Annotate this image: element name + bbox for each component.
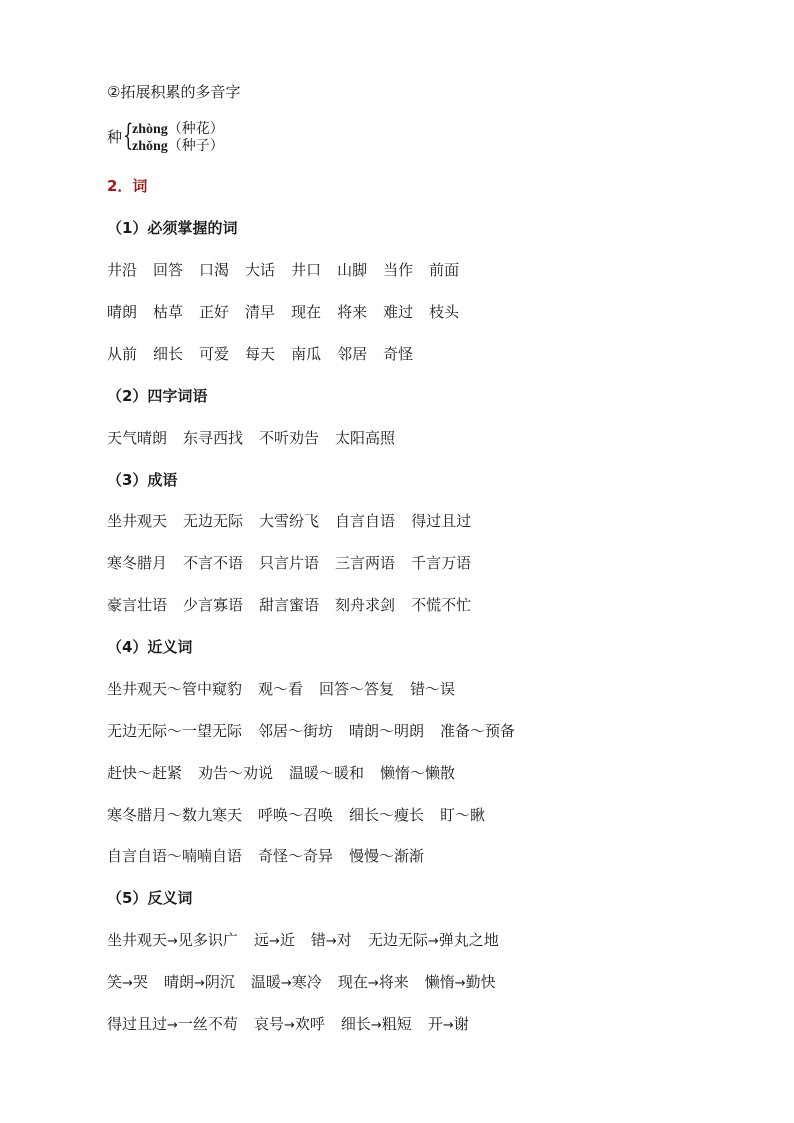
word: 三言两语 <box>335 554 396 572</box>
word: 正好 <box>199 303 230 321</box>
arrow-icon: → <box>454 976 466 991</box>
antonym-pair <box>341 1015 412 1033</box>
arrow-icon: → <box>442 1018 454 1033</box>
word: 细长 <box>340 1015 371 1033</box>
arrow-icon: → <box>367 976 379 991</box>
antonym-row <box>107 930 515 952</box>
example: （种花） <box>167 121 224 137</box>
antonym-pair <box>107 973 148 991</box>
word-row <box>107 302 475 322</box>
word-row <box>107 679 471 699</box>
arrow-icon: → <box>427 934 439 949</box>
word: 坐井观天～管中窥豹 <box>107 680 243 698</box>
word-row <box>107 553 487 573</box>
word: 近 <box>279 931 295 949</box>
word: 寒冷 <box>291 973 322 991</box>
antonym-row <box>107 1014 485 1036</box>
word: 坐井观天 <box>107 931 168 949</box>
word: 盯～瞅 <box>440 806 486 824</box>
antonym-pair <box>251 973 322 991</box>
word: 晴朗～明朗 <box>349 722 425 740</box>
word: 晴朗 <box>107 303 138 321</box>
word: 邻居 <box>337 345 368 363</box>
polyphone-char: 种 <box>107 128 123 146</box>
word: 赶快～赶紧 <box>107 764 183 782</box>
word: 天气晴朗 <box>107 429 168 447</box>
word: 寒冬腊月～数九寒天 <box>107 806 243 824</box>
antonym-pair <box>254 931 295 949</box>
word: 慢慢～渐渐 <box>349 847 425 865</box>
sub3-title: （3）成语 <box>107 471 178 489</box>
arrow-icon: → <box>167 1018 178 1033</box>
word: 东寻西找 <box>183 429 244 447</box>
word: 无边无际 <box>183 512 244 530</box>
word: 枯草 <box>153 303 184 321</box>
sub2-title: （2）四字词语 <box>107 387 208 405</box>
word: 错～误 <box>410 680 456 698</box>
arrow-icon: → <box>122 976 133 991</box>
word: 无边无际～一望无际 <box>107 722 243 740</box>
antonym-pair <box>311 931 352 949</box>
word: 一丝不苟 <box>177 1015 238 1033</box>
example: （种子） <box>167 138 224 154</box>
word: 甜言蜜语 <box>259 596 320 614</box>
word: 可爱 <box>199 345 230 363</box>
word: 将来 <box>337 303 368 321</box>
word: 得过且过 <box>107 1015 168 1033</box>
word: 准备～预备 <box>440 722 516 740</box>
word: 不言不语 <box>183 554 244 572</box>
word: 懒惰～懒散 <box>380 764 456 782</box>
word: 无边无际 <box>367 931 428 949</box>
arrow-icon: → <box>283 1018 295 1033</box>
word: 粗短 <box>381 1015 412 1033</box>
word: 从前 <box>107 345 138 363</box>
word: 豪言壮语 <box>107 596 168 614</box>
word: 回答～答复 <box>319 680 395 698</box>
word: 观～看 <box>258 680 304 698</box>
word: 欢呼 <box>294 1015 325 1033</box>
word: 奇怪 <box>383 345 414 363</box>
word: 千言万语 <box>411 554 472 572</box>
word: 晴朗 <box>163 973 194 991</box>
word: 少言寡语 <box>183 596 244 614</box>
word: 刻舟求剑 <box>335 596 396 614</box>
antonym-pair <box>107 931 238 949</box>
word-row <box>107 805 501 825</box>
pinyin: zhǒng <box>132 139 168 154</box>
word: 谢 <box>453 1015 469 1033</box>
antonym-pair <box>164 973 235 991</box>
word: 得过且过 <box>411 512 472 530</box>
brace-icon: { <box>123 118 134 153</box>
pinyin: zhòng <box>132 122 168 137</box>
word-row <box>107 846 440 866</box>
word: 当作 <box>383 261 414 279</box>
word: 弹丸之地 <box>438 931 499 949</box>
word-row <box>107 428 411 448</box>
arrow-icon: → <box>167 934 178 949</box>
word: 笑 <box>107 973 123 991</box>
word: 细长 <box>153 345 184 363</box>
antonym-row <box>107 972 512 994</box>
word: 不慌不忙 <box>411 596 472 614</box>
word: 南瓜 <box>291 345 322 363</box>
word: 阴沉 <box>204 973 235 991</box>
word: 哀号 <box>253 1015 284 1033</box>
word: 清早 <box>245 303 276 321</box>
antonym-pair <box>254 1015 325 1033</box>
word: 温暖～暖和 <box>289 764 365 782</box>
sub5-title: （5）反义词 <box>107 889 193 907</box>
word: 寒冬腊月 <box>107 554 168 572</box>
word: 勤快 <box>465 973 496 991</box>
arrow-icon: → <box>193 976 205 991</box>
word-row <box>107 763 471 783</box>
word: 将来 <box>378 973 409 991</box>
antonym-pair <box>338 973 409 991</box>
word: 大话 <box>245 261 276 279</box>
arrow-icon: → <box>280 976 292 991</box>
word: 自言自语 <box>335 512 396 530</box>
word: 前面 <box>429 261 460 279</box>
word: 井沿 <box>107 261 138 279</box>
word: 自言自语～喃喃自语 <box>107 847 243 865</box>
word: 只言片语 <box>259 554 320 572</box>
word: 劝告～劝说 <box>198 764 274 782</box>
word: 太阳高照 <box>335 429 396 447</box>
word: 口渴 <box>199 261 230 279</box>
arrow-icon: → <box>370 1018 382 1033</box>
arrow-icon: → <box>325 934 337 949</box>
word: 难过 <box>383 303 414 321</box>
word: 现在 <box>337 973 368 991</box>
word: 呼唤～召唤 <box>258 806 334 824</box>
word: 哭 <box>132 973 148 991</box>
word: 开 <box>427 1015 443 1033</box>
word-row <box>107 595 487 615</box>
word: 井口 <box>291 261 322 279</box>
word: 枝头 <box>429 303 460 321</box>
word: 回答 <box>153 261 184 279</box>
word: 山脚 <box>337 261 368 279</box>
word-row <box>107 260 475 280</box>
antonym-pair <box>107 1015 238 1033</box>
word: 远 <box>253 931 269 949</box>
antonym-pair <box>428 1015 469 1033</box>
word: 奇怪～奇异 <box>258 847 334 865</box>
word: 不听劝告 <box>259 429 320 447</box>
word-row <box>107 511 487 531</box>
polyphone-reading <box>132 135 224 155</box>
word: 现在 <box>291 303 322 321</box>
antonym-pair <box>368 931 499 949</box>
sub4-title: （4）近义词 <box>107 638 193 656</box>
word-row <box>107 721 531 741</box>
word-row <box>107 344 429 364</box>
polyphone-heading: ②拓展积累的多音字 <box>107 83 241 101</box>
arrow-icon: → <box>268 934 280 949</box>
word: 坐井观天 <box>107 512 168 530</box>
word: 懒惰 <box>424 973 455 991</box>
word: 细长～瘦长 <box>349 806 425 824</box>
section-title: 2．词 <box>107 177 148 195</box>
word: 每天 <box>245 345 276 363</box>
word: 邻居～街坊 <box>258 722 334 740</box>
word: 对 <box>336 931 352 949</box>
sub1-title: （1）必须掌握的词 <box>107 219 238 237</box>
word: 大雪纷飞 <box>259 512 320 530</box>
word: 错 <box>310 931 326 949</box>
antonym-pair <box>425 973 496 991</box>
word: 见多识广 <box>177 931 238 949</box>
word: 温暖 <box>250 973 281 991</box>
